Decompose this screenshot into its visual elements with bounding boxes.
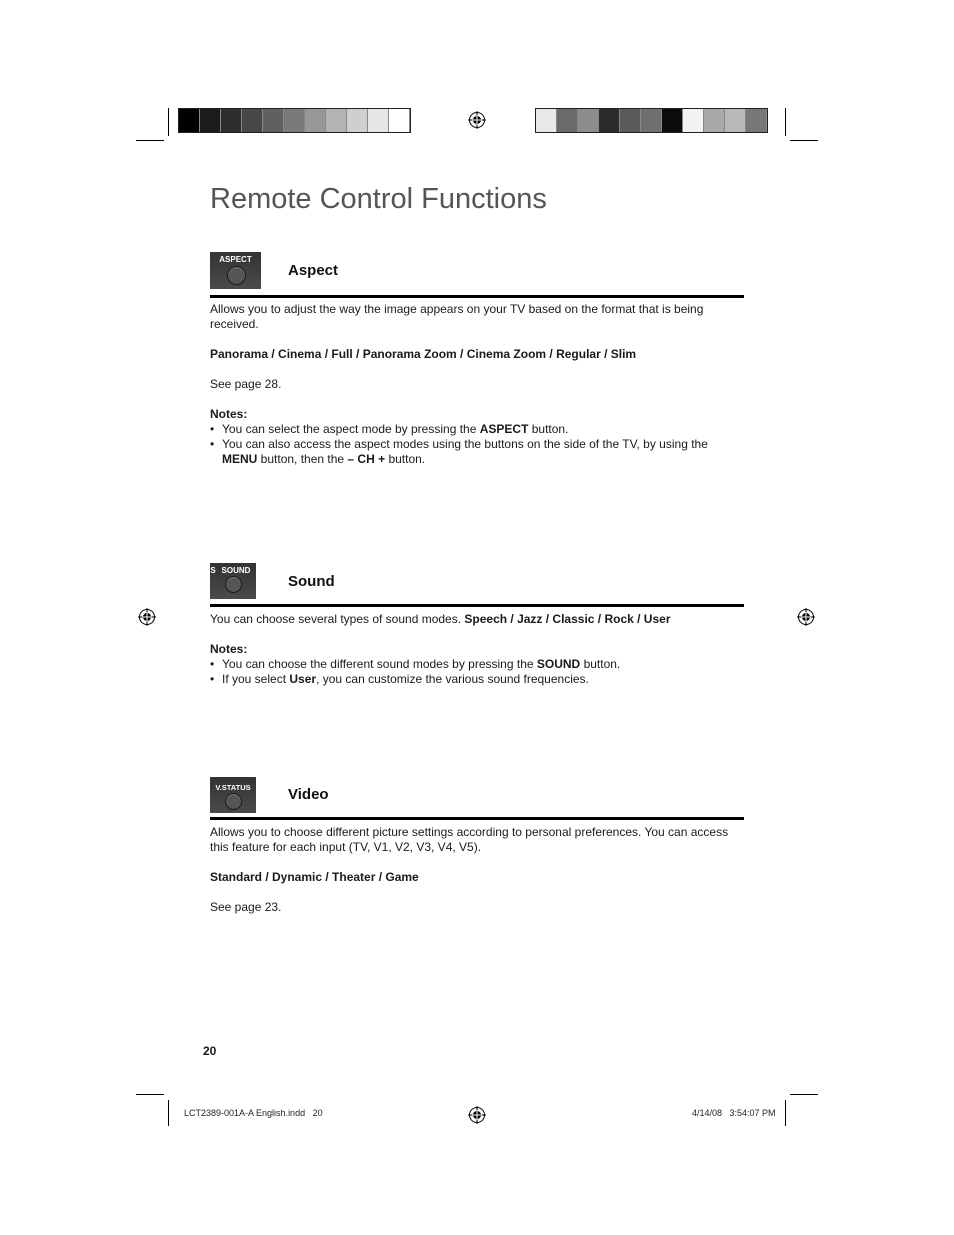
registration-mark-icon — [468, 111, 486, 129]
section-divider — [210, 604, 744, 607]
aspect-modes: Panorama / Cinema / Full / Panorama Zoom / Cinema Zoom / Regular / Slim — [210, 347, 637, 361]
video-see-page: See page 23. — [210, 900, 282, 914]
color-swatch — [284, 109, 305, 132]
sound-notes-heading: Notes: — [210, 642, 248, 656]
aspect-button-circle-icon — [227, 266, 246, 285]
color-swatch — [263, 109, 284, 132]
sound-description: You can choose several types of sound modes. Speech / Jazz / Classic / Rock / User — [210, 612, 671, 626]
aspect-notes-heading: Notes: — [210, 407, 248, 421]
vstatus-button-circle-icon — [225, 793, 242, 810]
section-divider — [210, 295, 744, 298]
color-swatch — [305, 109, 326, 132]
vstatus-button-image — [210, 777, 256, 813]
aspect-button-label: ASPECT — [219, 255, 252, 264]
crop-mark — [136, 1094, 164, 1095]
section-title-sound: Sound — [288, 573, 335, 590]
sound-button-label: SOUND — [221, 566, 251, 575]
footer-file-info: LCT2389-001A-A English.indd 20 — [184, 1108, 323, 1118]
section-divider — [210, 817, 744, 820]
aspect-body — [210, 302, 744, 467]
sound-button-label-partial: S — [210, 566, 216, 575]
list-item: • You can also access the aspect modes using the buttons on the side of the TV, by using the MENU button, then the – CH + button. — [210, 437, 744, 467]
color-swatch — [746, 109, 767, 132]
color-swatch — [368, 109, 389, 132]
aspect-notes-list — [210, 422, 744, 467]
color-swatch — [725, 109, 746, 132]
section-title-aspect: Aspect — [288, 262, 339, 279]
registration-mark-icon — [468, 1106, 486, 1124]
crop-mark — [790, 140, 818, 141]
sound-button-circle-icon — [225, 576, 242, 593]
color-swatch — [536, 109, 557, 132]
video-modes: Standard / Dynamic / Theater / Game — [210, 870, 419, 884]
sound-body — [210, 612, 744, 687]
registration-mark-icon — [138, 608, 156, 626]
sound-button-image — [210, 563, 256, 599]
page-number: 20 — [203, 1044, 217, 1058]
video-description: Allows you to choose different picture settings according to personal preferences. You can access this feature for each input (TV, V1, V2, V3, V4, V5). — [210, 825, 729, 854]
color-swatch — [662, 109, 683, 132]
color-swatch — [179, 109, 200, 132]
video-body — [210, 825, 744, 915]
color-swatch — [683, 109, 704, 132]
crop-mark — [168, 1100, 169, 1126]
section-title-video: Video — [288, 786, 329, 803]
aspect-button-image — [210, 252, 261, 289]
color-swatch — [221, 109, 242, 132]
footer-date: 4/14/08 3:54:07 PM — [692, 1108, 776, 1118]
crop-mark — [785, 108, 786, 136]
color-swatch — [557, 109, 578, 132]
color-swatch — [326, 109, 347, 132]
crop-mark — [136, 140, 164, 141]
color-swatch — [200, 109, 221, 132]
color-swatch — [347, 109, 368, 132]
color-swatch — [704, 109, 725, 132]
color-swatch — [242, 109, 263, 132]
color-bar-left — [178, 108, 411, 133]
color-swatch — [620, 109, 641, 132]
color-swatch — [599, 109, 620, 132]
list-item: • You can choose the different sound modes by pressing the SOUND button. — [210, 657, 744, 672]
crop-mark — [785, 1100, 786, 1126]
page-title: Remote Control Functions — [210, 183, 547, 215]
list-item: • If you select User, you can customize the various sound frequencies. — [210, 672, 744, 687]
crop-mark — [790, 1094, 818, 1095]
sound-modes: Speech / Jazz / Classic / Rock / User — [464, 612, 671, 626]
aspect-description: Allows you to adjust the way the image appears on your TV based on the format that is being received. — [210, 302, 704, 331]
list-item: • You can select the aspect mode by pressing the ASPECT button. — [210, 422, 744, 437]
aspect-see-page: See page 28. — [210, 377, 282, 391]
sound-notes-list — [210, 657, 744, 687]
color-bar-right — [535, 108, 768, 133]
registration-mark-icon — [797, 608, 815, 626]
color-swatch — [578, 109, 599, 132]
crop-mark — [168, 108, 169, 136]
color-swatch — [389, 109, 410, 132]
vstatus-button-label: V.STATUS — [215, 783, 251, 792]
color-swatch — [641, 109, 662, 132]
